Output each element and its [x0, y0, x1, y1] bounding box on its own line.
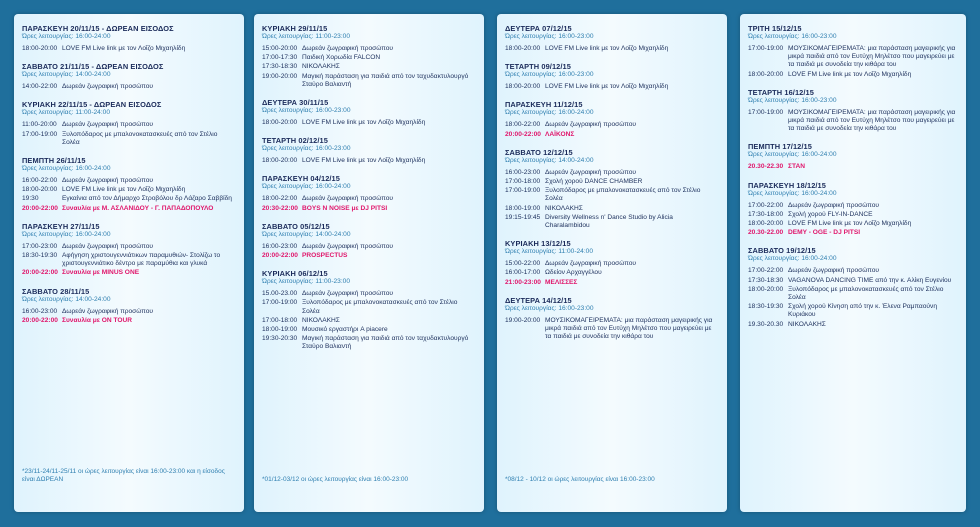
opening-hours: Ώρες λειτουργίας: 14:00-24:00	[262, 230, 351, 238]
event-description: Δωρεάν ζωγραφική προσώπου	[62, 242, 154, 250]
event-description: ΝΙΚΟΛΑΚΗΣ	[788, 320, 826, 328]
opening-hours: Ώρες λειτουργίας: 14:00-24:00	[22, 295, 111, 303]
event-time: 19:30	[22, 195, 39, 203]
schedule-column-2	[254, 14, 484, 512]
event-time: 20.30-22.30	[748, 163, 784, 171]
event-time: 18:00-19:00	[505, 204, 541, 212]
day-title: ΣΑΒΒΑΤΟ 28/11/15	[22, 286, 90, 296]
day-title: ΔΕΥΤΕΡΑ 30/11/15	[262, 98, 329, 108]
event-time: 18:00-20:00	[22, 186, 58, 194]
event-description: ΜΕΛΙΣΣΕΣ	[545, 278, 578, 286]
event-row	[262, 45, 476, 53]
event-row	[22, 243, 236, 251]
event-description: VAGANOVA DANCING TIME από την κ. Αλίκη Ευγενίου	[788, 276, 952, 284]
opening-hours: Ώρες λειτουργίας: 16:00-24:00	[748, 189, 837, 197]
event-time: 17:00-19:00	[748, 108, 784, 116]
event-description: ΜΟΥΣΙΚΟΜΑΓΕΙΡΕΜΑΤΑ: μια παράσταση μαγειρικής για μικρά παιδιά από τον Ευτύχη Μηλέτσο που μαγειρεύει με τα παιδιά με συνοδεία την κιθάρα του	[788, 45, 956, 69]
event-row	[262, 317, 476, 325]
opening-hours: Ώρες λειτουργίας: 16:00-24:00	[22, 230, 111, 238]
event-time: 20:00-22:00	[505, 130, 541, 138]
event-description: Δωρεάν ζωγραφική προσώπου	[788, 267, 880, 275]
column-content	[497, 14, 727, 341]
event-time: 17:00-23:00	[22, 242, 58, 250]
event-time: 20.30-22.00	[748, 229, 784, 237]
event-description: Εγκαίνια από τον Δήμαρχο Στροβόλου δρ Λάζαρο Σαββίδη	[62, 195, 232, 203]
highlight-event-row	[22, 269, 236, 277]
opening-hours: Ώρες λειτουργίας: 16:00-24:00	[748, 255, 837, 263]
event-description: Αφήγηση χριστουγεννιάτικων παραμυθιών- Στολίζω το χριστουγεννιάτικο δέντρο με παραμύθια και γλυκά	[62, 252, 221, 268]
event-row	[262, 73, 476, 89]
event-time: 17:00-19:00	[505, 187, 541, 195]
opening-hours: Ώρες λειτουργίας: 11:00-24:00	[22, 109, 111, 117]
day-title: ΤΕΤΑΡΤΗ 02/12/15	[262, 136, 328, 146]
event-time: 19:30-20:30	[262, 335, 298, 343]
event-time: 18:00-20:00	[505, 45, 541, 52]
event-row	[262, 326, 476, 334]
event-row	[505, 205, 719, 213]
event-description: ΝΙΚΟΛΑΚΗΣ	[545, 204, 583, 212]
day-title: ΠΕΜΠΤΗ 26/11/15	[22, 156, 86, 166]
opening-hours: Ώρες λειτουργίας: 16:00-23:00	[505, 33, 594, 40]
opening-hours: Ώρες λειτουργίας: 16:00-23:00	[505, 71, 594, 79]
event-time: 16:00-23:00	[505, 168, 541, 176]
event-description: Σχολή χορού FLY-IN-DANCE	[788, 210, 873, 218]
event-time: 18:30-19:30	[22, 252, 58, 260]
day-title: ΠΑΡΑΣΚΕΥΗ 11/12/15	[505, 100, 583, 110]
day-title: ΤΕΤΑΡΤΗ 16/12/15	[748, 87, 814, 97]
day-block	[505, 148, 719, 230]
day-title: ΠΑΡΑΣΚΕΥΗ 27/11/15	[22, 221, 100, 231]
event-time: 15:00-20:00	[262, 45, 298, 52]
event-description: Δωρεάν ζωγραφική προσώπου	[62, 83, 154, 91]
event-description: Ξυλοπόδαρος με μπαλονοκατασκευές από τον Στέλιο Σολέα	[62, 130, 218, 146]
column-footnote: *01/12-03/12 οι ώρες λειτουργίας είναι 16:00-23:00	[262, 476, 409, 483]
event-description: Δωρεάν ζωγραφική προσώπου	[302, 242, 394, 250]
event-description: ΣΤΑΝ	[788, 163, 806, 171]
event-description: LOVE FM Live link με τον Λοΐζο Μιχαηλίδη	[788, 220, 912, 228]
event-description: Μαγική παράσταση για παιδιά από τον ταχυδακτυλουργό Σταύρο Βαλιαντή	[302, 335, 469, 351]
day-block	[505, 239, 719, 287]
opening-hours: Ώρες λειτουργίας: 16:00-24:00	[262, 183, 351, 191]
event-description: LOVE FM Live link με τον Λοΐζο Μιχαηλίδη	[302, 119, 426, 127]
day-block	[22, 222, 236, 278]
event-time: 18:00-20:00	[505, 83, 541, 91]
event-row	[22, 131, 236, 147]
event-row	[22, 252, 236, 268]
opening-hours: Ώρες λειτουργίας: 11:00-23:00	[262, 33, 351, 40]
event-row	[748, 267, 958, 275]
opening-hours: Ώρες λειτουργίας: 16:00-24:00	[505, 109, 594, 117]
day-title: ΚΥΡΙΑΚΗ 29/11/15	[262, 24, 328, 33]
highlight-event-row	[262, 252, 476, 260]
event-row	[22, 308, 236, 316]
event-time: 19:00-20:00	[262, 72, 298, 80]
event-description: Συναυλία με MINUS ONE	[62, 269, 140, 277]
day-title: ΚΥΡΙΑΚΗ 13/12/15	[505, 239, 571, 249]
day-block	[748, 246, 958, 328]
event-row	[22, 45, 236, 53]
day-title: ΚΥΡΙΑΚΗ 22/11/15 - ΔΩΡΕΑΝ ΕΙΣΟΔΟΣ	[22, 100, 162, 110]
opening-hours: Ώρες λειτουργίας: 16:00-23:00	[262, 107, 351, 115]
event-time: 15.00-23.00	[262, 290, 298, 298]
event-description: BOYS N NOISE με DJ PITSI	[302, 204, 388, 212]
opening-hours: Ώρες λειτουργίας: 16:00-24:00	[748, 151, 837, 159]
highlight-event-row	[748, 163, 958, 171]
event-description: LOVE FM Live link με τον Λοΐζο Μιχαηλίδη	[545, 45, 669, 52]
event-row	[505, 214, 719, 230]
event-description: LOVE FM Live link με τον Λοΐζο Μιχαηλίδη	[788, 70, 912, 78]
highlight-event-row	[748, 229, 958, 237]
event-description: ΝΙΚΟΛΑΚΗΣ	[302, 63, 340, 71]
event-description: Δωρεάν ζωγραφική προσώπου	[62, 177, 154, 185]
day-block	[22, 100, 236, 147]
event-row	[505, 45, 719, 53]
day-block	[22, 287, 236, 325]
event-time: 16:00-22:00	[22, 177, 58, 185]
opening-hours: Ώρες λειτουργίας: 11:00-23:00	[262, 278, 351, 286]
day-title: ΣΑΒΒΑΤΟ 12/12/15	[505, 147, 573, 157]
event-time: 17:00-17:30	[262, 54, 298, 62]
event-time: 18:00-20:00	[262, 119, 298, 127]
event-time: 17:30-18:30	[262, 63, 298, 71]
day-title: ΔΕΥΤΕΡΑ 07/12/15	[505, 24, 572, 33]
event-row	[748, 286, 958, 302]
event-time: 17:00-22:00	[748, 267, 784, 275]
day-block	[262, 174, 476, 212]
day-title: ΣΑΒΒΑΤΟ 19/12/15	[748, 246, 816, 256]
column-footnote: *23/11-24/11-25/11 οι ώρες λειτουργίας είναι 16:00-23:00 και η είσοδος είναι ΔΩΡΕΑΝ	[22, 468, 225, 483]
event-time: 18:00-20:00	[748, 220, 784, 228]
event-description: Ωδείον Αρχαγγέλου	[545, 269, 602, 277]
day-title: ΠΑΡΑΣΚΕΥΗ 04/12/15	[262, 174, 340, 184]
event-time: 17:00-19:00	[262, 299, 298, 307]
event-description: Ξυλοπόδαρος με μπαλονοκατασκευές από τον Στέλιο Σολέα	[545, 187, 701, 203]
event-description: Δωρεάν ζωγραφική προσώπου	[545, 260, 637, 268]
event-description: Δωρεάν ζωγραφική προσώπου	[302, 195, 394, 203]
event-description: Δωρεάν ζωγραφική προσώπου	[788, 201, 880, 209]
opening-hours: Ώρες λειτουργίας: 14:00-24:00	[505, 156, 594, 164]
event-row	[262, 119, 476, 127]
event-time: 18:00-22:00	[505, 121, 541, 129]
event-time: 18:00-20:00	[262, 157, 298, 165]
event-description: Σχολή χορού Κίνηση από την κ. Έλενα Ραμπαούνη Κυριάκου	[788, 303, 937, 319]
day-block	[262, 98, 476, 127]
day-block	[505, 100, 719, 138]
event-row	[22, 186, 236, 194]
event-description: Συναυλία με Μ. ΑΣΛΑΝΙΔΟΥ - Γ. ΠΑΠΑΔΟΠΟΥΛΟ	[62, 204, 214, 212]
event-description: DEMY - OGE - DJ PITSI	[788, 229, 861, 237]
event-time: 15:00-22:00	[505, 260, 541, 268]
day-block	[505, 24, 719, 53]
event-description: Δωρεάν ζωγραφική προσώπου	[545, 168, 637, 176]
event-row	[262, 157, 476, 165]
day-title: ΠΑΡΑΣΚΕΥΗ 18/12/15	[748, 180, 826, 190]
column-content	[254, 14, 484, 352]
event-time: 19:00-20:00	[505, 316, 541, 324]
event-time: 18:00-19:00	[262, 326, 298, 334]
event-row	[22, 121, 236, 129]
day-block	[22, 62, 236, 91]
event-row	[748, 211, 958, 219]
event-row	[505, 169, 719, 177]
column-content	[740, 14, 966, 329]
event-time: 18:00-20:00	[748, 70, 784, 78]
event-row	[748, 303, 958, 319]
event-description: LOVE FM Live link με τον Λοΐζο Μιχαηλίδη	[62, 186, 186, 194]
event-description: Δωρεάν ζωγραφική προσώπου	[302, 290, 394, 298]
event-time: 19.30-20.30	[748, 320, 784, 328]
event-description: Δωρεάν ζωγραφική προσώπου	[302, 45, 394, 52]
day-block	[262, 222, 476, 260]
opening-hours: Ώρες λειτουργίας: 11:00-24:00	[505, 248, 594, 256]
event-time: 18:30-19:30	[748, 303, 784, 311]
event-row	[22, 177, 236, 185]
event-time: 16:00-17:00	[505, 269, 541, 277]
day-title: ΣΑΒΒΑΤΟ 05/12/15	[262, 221, 330, 231]
day-title: ΤΕΤΑΡΤΗ 09/12/15	[505, 62, 571, 72]
event-description: Δωρεάν ζωγραφική προσώπου	[62, 121, 154, 129]
opening-hours: Ώρες λειτουργίας: 16:00-23:00	[748, 96, 837, 104]
day-block	[748, 24, 958, 79]
event-time: 18:00-20:00	[22, 45, 58, 52]
event-description: PROSPECTUS	[302, 252, 348, 260]
schedule-column-4	[740, 14, 966, 512]
event-row	[262, 63, 476, 71]
event-row	[22, 83, 236, 91]
event-row	[505, 317, 719, 342]
event-time: 17:30-18:00	[748, 210, 784, 218]
event-row	[262, 335, 476, 351]
event-time: 17:00-18:00	[505, 178, 541, 186]
event-description: LOVE FM Live link με τον Λοΐζο Μιχαηλίδη	[545, 83, 669, 91]
column-footnote: *08/12 - 10/12 οι ώρες λειτουργίας είναι 16:00-23:00	[505, 476, 655, 483]
event-description: ΜΟΥΣΙΚΟΜΑΓΕΙΡΕΜΑΤΑ: μια παράσταση μαγειρικής για μικρά παιδιά από τον Ευτύχη Μηλέτσο που μαγειρεύει με τα παιδιά με συνοδεία την κιθάρα του	[545, 316, 713, 341]
event-time: 14:00-22:00	[22, 83, 58, 91]
opening-hours: Ώρες λειτουργίας: 16:00-24:00	[22, 165, 111, 173]
event-description: Μαγική παράσταση για παιδιά από τον ταχυδακτυλουργό Σταύρο Βαλιαντή	[302, 72, 469, 88]
opening-hours: Ώρες λειτουργίας: 16:00-23:00	[505, 304, 594, 312]
event-row	[262, 299, 476, 315]
event-row	[262, 195, 476, 203]
day-block	[262, 24, 476, 89]
day-block	[262, 269, 476, 351]
highlight-event-row	[22, 205, 236, 213]
column-content	[14, 14, 244, 325]
event-time: 21:00-23:00	[505, 278, 541, 286]
day-block	[262, 136, 476, 165]
event-time: 17:00-19:00	[22, 130, 58, 138]
event-description: Δωρεάν ζωγραφική προσώπου	[62, 307, 154, 315]
event-row	[505, 260, 719, 268]
day-title: ΣΑΒΒΑΤΟ 21/11/15 - ΔΩΡΕΑΝ ΕΙΣΟΔΟΣ	[22, 62, 164, 72]
event-row	[505, 269, 719, 277]
day-title: ΤΡΙΤΗ 15/12/15	[748, 24, 802, 33]
day-block	[22, 24, 236, 53]
event-row	[505, 83, 719, 91]
event-description: Μουσικό εργαστήρι A piacere	[302, 326, 388, 334]
event-row	[748, 71, 958, 79]
event-row	[262, 243, 476, 251]
event-time: 17:30-18:30	[748, 276, 784, 284]
event-time: 20:00-22:00	[22, 269, 58, 277]
event-time: 19:15-19:45	[505, 213, 541, 221]
event-description: Σχολή χορού DANCE CHAMBER	[545, 178, 643, 186]
day-title: ΚΥΡΙΑΚΗ 06/12/15	[262, 269, 328, 279]
opening-hours: Ώρες λειτουργίας: 14:00-24:00	[22, 71, 111, 79]
event-time: 16:00-23:00	[22, 307, 58, 315]
event-time: 17:00-19:00	[748, 45, 784, 52]
event-description: Παιδική Χορωδία FALCON	[302, 54, 381, 62]
event-time: 20:00-22:00	[262, 252, 298, 260]
event-row	[748, 202, 958, 210]
event-description: LOVE FM Live link με τον Λοΐζο Μιχαηλίδη	[62, 45, 186, 52]
schedule-column-1	[14, 14, 244, 512]
opening-hours: Ώρες λειτουργίας: 16:00-24:00	[22, 33, 111, 40]
event-time: 18:00-22:00	[262, 195, 298, 203]
opening-hours: Ώρες λειτουργίας: 16:00-23:00	[262, 145, 351, 153]
event-description: Ξυλοπόδαρος με μπαλονοκατασκευές από τον Στέλιο Σολέα	[302, 299, 458, 315]
event-description: Συναυλία με ON TOUR	[62, 316, 133, 324]
event-description: Δωρεάν ζωγραφική προσώπου	[545, 121, 637, 129]
event-row	[262, 290, 476, 298]
event-row	[505, 121, 719, 129]
event-row	[748, 220, 958, 228]
day-block	[22, 156, 236, 213]
event-time: 20:00-22:00	[22, 316, 58, 324]
day-title: ΔΕΥΤΕΡΑ 14/12/15	[505, 295, 572, 305]
event-description: ΜΟΥΣΙΚΟΜΑΓΕΙΡΕΜΑΤΑ: μια παράσταση μαγειρικής για μικρά παιδιά από τον Ευτύχη Μηλέτσο που μαγειρεύει με τα παιδιά με συνοδεία την κιθάρα του	[788, 108, 956, 133]
event-time: 18:00-20:00	[748, 285, 784, 293]
day-block	[748, 142, 958, 171]
event-row	[22, 195, 236, 203]
day-block	[505, 296, 719, 342]
day-title: ΠΑΡΑΣΚΕΥΗ 20/11/15 - ΔΩΡΕΑΝ ΕΙΣΟΔΟΣ	[22, 24, 174, 33]
event-row	[748, 277, 958, 285]
highlight-event-row	[505, 279, 719, 287]
event-row	[505, 187, 719, 203]
event-row	[748, 109, 958, 134]
day-block	[748, 181, 958, 238]
event-time: 11:00-20:00	[22, 121, 57, 129]
event-time: 17:00-18:00	[262, 316, 298, 324]
event-time: 20:00-22:00	[22, 204, 58, 212]
event-time: 17:00-22:00	[748, 201, 784, 209]
highlight-event-row	[505, 131, 719, 139]
day-block	[505, 62, 719, 91]
event-row	[748, 321, 958, 329]
event-time: 16:00-23:00	[262, 242, 298, 250]
day-block	[748, 88, 958, 134]
day-title: ΠΕΜΠΤΗ 17/12/15	[748, 142, 812, 152]
event-description: Diversity Wellness n' Dance Studio by Alicia Charalambidou	[545, 213, 673, 230]
event-time: 20:30-22:00	[262, 204, 298, 212]
event-description: ΝΙΚΟΛΑΚΗΣ	[302, 316, 340, 324]
event-row	[505, 178, 719, 186]
event-description: LOVE FM Live link με τον Λοΐζο Μιχαηλίδη	[302, 157, 426, 165]
opening-hours: Ώρες λειτουργίας: 16:00-23:00	[748, 33, 837, 40]
highlight-event-row	[262, 205, 476, 213]
event-row	[262, 54, 476, 62]
highlight-event-row	[22, 317, 236, 325]
event-description: ΛΑΪΚΟΝΣ	[545, 130, 575, 138]
event-row	[748, 45, 958, 70]
schedule-column-3	[497, 14, 727, 512]
event-description: Ξυλοπόδαρος με μπαλονοκατασκευές από τον Στέλιο Σολέα	[788, 285, 944, 302]
